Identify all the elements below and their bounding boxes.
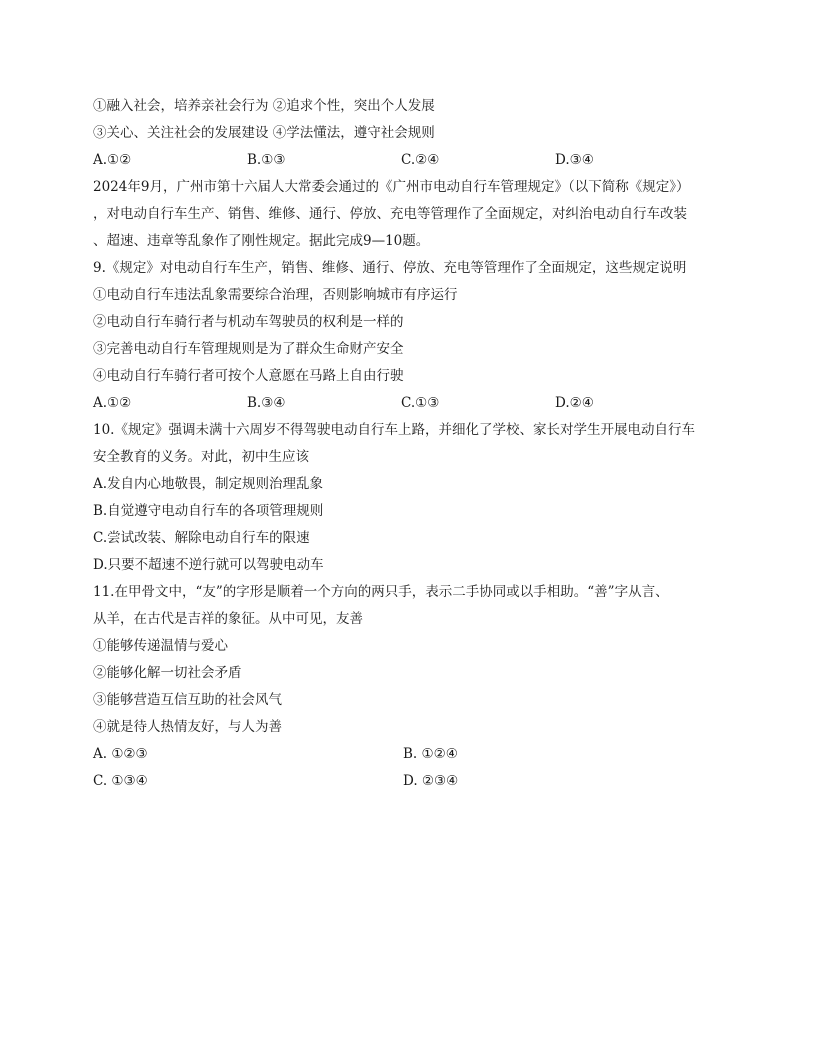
- q11-statement-4: ④就是待人热情友好，与人为善: [93, 719, 282, 735]
- q10-option-b: B.自觉遵守电动自行车的各项管理规则: [93, 503, 324, 519]
- page-content: [93, 93, 723, 795]
- q9-statement-1: ①电动自行车违法乱象需要综合治理，否则影响城市有序运行: [93, 287, 458, 303]
- q10-option-a: A.发自内心地敬畏，制定规则治理乱象: [93, 476, 324, 492]
- q11-stem-line: 从羊，在古代是吉祥的象征。从中可见，友善: [93, 611, 363, 627]
- q11-stem-line: 11.在甲骨文中，“友”的字形是顺着一个方向的两只手，表示二手协同或以手相助。“善”字从言、: [93, 584, 669, 600]
- q11-statement-1: ①能够传递温情与爱心: [93, 638, 228, 654]
- q11-statement-3: ③能够营造互信互助的社会风气: [93, 692, 282, 708]
- q11-options-row-1: [93, 741, 723, 768]
- q8-options: [93, 147, 723, 174]
- q10-option-d: D.只要不超速不逆行就可以驾驶电动车: [93, 557, 324, 573]
- q8-option-b: B.①③: [247, 152, 286, 168]
- q10-option-c: C.尝试改装、解除电动自行车的限速: [93, 530, 310, 546]
- q11-option-d: D. ②③④: [403, 773, 459, 789]
- q9-statement-3: ③完善电动自行车管理规则是为了群众生命财产安全: [93, 341, 404, 357]
- material-line: ，对电动自行车生产、销售、维修、通行、停放、充电等管理作了全面规定，对纠治电动自行车改装: [93, 206, 687, 222]
- q11-option-c: C. ①③④: [93, 773, 148, 789]
- q9-options: [93, 390, 723, 417]
- material-line: 、超速、违章等乱象作了刚性规定。据此完成9—10题。: [93, 233, 430, 249]
- q8-option-c: C.②④: [401, 152, 440, 168]
- q11-option-a: A. ①②③: [93, 746, 148, 762]
- q9-option-a: A.①②: [93, 395, 132, 411]
- q9-stem: 9.《规定》对电动自行车生产，销售、维修、通行、停放、充电等管理作了全面规定，这些规定说明: [93, 260, 687, 276]
- q11-option-b: B. ①②④: [403, 746, 458, 762]
- q8-statements-1-2: ①融入社会，培养亲社会行为 ②追求个性，突出个人发展: [93, 98, 435, 114]
- q11-statement-2: ②能够化解一切社会矛盾: [93, 665, 242, 681]
- q8-statements-3-4: ③关心、关注社会的发展建设 ④学法懂法，遵守社会规则: [93, 125, 435, 141]
- q10-stem-line: 10.《规定》强调未满十六周岁不得驾驶电动自行车上路，并细化了学校、家长对学生开展电动自行车: [93, 422, 695, 438]
- q9-statement-2: ②电动自行车骑行者与机动车驾驶员的权利是一样的: [93, 314, 404, 330]
- q9-option-c: C.①③: [401, 395, 440, 411]
- q9-option-d: D.②④: [555, 395, 594, 411]
- q9-statement-4: ④电动自行车骑行者可按个人意愿在马路上自由行驶: [93, 368, 404, 384]
- material-line: 2024年9月，广州市第十六届人大常委会通过的《广州市电动自行车管理规定》（以下简称《规定》）: [93, 179, 690, 195]
- q8-option-a: A.①②: [93, 152, 132, 168]
- q9-option-b: B.③④: [247, 395, 286, 411]
- q11-options-row-2: [93, 768, 723, 795]
- q8-option-d: D.③④: [555, 152, 594, 168]
- q10-stem-line: 安全教育的义务。对此，初中生应该: [93, 449, 309, 465]
